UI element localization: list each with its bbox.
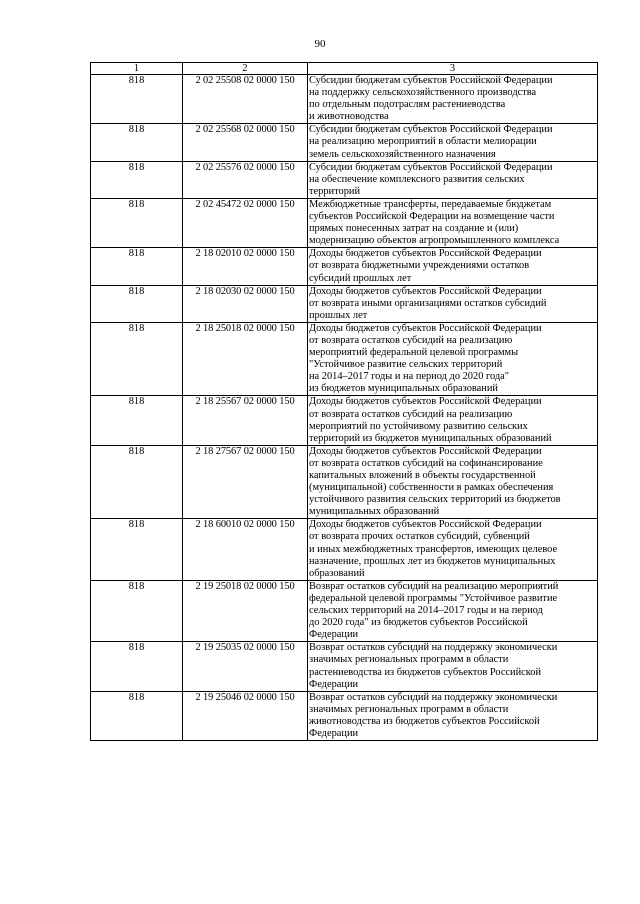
table-row [91, 322, 598, 396]
table-row [91, 691, 598, 740]
income-name-cell: Субсидии бюджетам субъектов Российской Федерации на обеспечение комплексного развития сельских территорий [308, 161, 598, 198]
admin-code-cell: 818 [91, 580, 183, 641]
admin-code-cell: 818 [91, 519, 183, 580]
income-code-cell: 2 18 60010 02 0000 150 [183, 519, 308, 580]
column-header-2: 2 [183, 63, 308, 75]
income-code-cell: 2 18 02010 02 0000 150 [183, 248, 308, 285]
table-row [91, 161, 598, 198]
income-name-cell: Доходы бюджетов субъектов Российской Федерации от возврата иными организациями остатков субсидий прошлых лет [308, 285, 598, 322]
income-name-cell: Субсидии бюджетам субъектов Российской Федерации на поддержку сельскохозяйственного производства по отдельным подотраслям растениеводства и животноводства [308, 75, 598, 124]
income-code-cell: 2 02 25568 02 0000 150 [183, 124, 308, 161]
table-row [91, 124, 598, 161]
income-name-cell: Доходы бюджетов субъектов Российской Федерации от возврата остатков субсидий на софинансирование капитальных вложений в объекты государственной (муниципальной) собственности в рамках обеспечения устойчивого развития сельских территорий из бюджетов муниципальных образований [308, 445, 598, 519]
table-row [91, 642, 598, 691]
income-name-cell: Доходы бюджетов субъектов Российской Федерации от возврата остатков субсидий на реализацию мероприятий федеральной целевой программы "Устойчивое развитие сельских территорий на 2014–2017 годы и на период до 2020 года" из бюджетов муниципальных образований [308, 322, 598, 396]
table-row [91, 285, 598, 322]
table-row [91, 248, 598, 285]
income-name-cell: Доходы бюджетов субъектов Российской Федерации от возврата прочих остатков субсидий, субвенций и иных межбюджетных трансфертов, имеющих целевое назначение, прошлых лет из бюджетов муниципальных образований [308, 519, 598, 580]
income-code-cell: 2 18 25018 02 0000 150 [183, 322, 308, 396]
column-header-3: 3 [308, 63, 598, 75]
income-code-cell: 2 19 25018 02 0000 150 [183, 580, 308, 641]
income-name-cell: Возврат остатков субсидий на поддержку экономически значимых региональных программ в области животноводства из бюджетов субъектов Российской Федерации [308, 691, 598, 740]
admin-code-cell: 818 [91, 691, 183, 740]
column-header-1: 1 [91, 63, 183, 75]
income-name-cell: Субсидии бюджетам субъектов Российской Федерации на реализацию мероприятий в области мелиорации земель сельскохозяйственного назначения [308, 124, 598, 161]
admin-code-cell: 818 [91, 322, 183, 396]
income-name-cell: Доходы бюджетов субъектов Российской Федерации от возврата бюджетными учреждениями остатков субсидий прошлых лет [308, 248, 598, 285]
admin-code-cell: 818 [91, 161, 183, 198]
income-name-cell: Межбюджетные трансферты, передаваемые бюджетам субъектов Российской Федерации на возмещение части прямых понесенных затрат на создание и (или) модернизацию объектов агропромышленного комплекса [308, 198, 598, 247]
budget-classification-table [90, 62, 598, 741]
table-row [91, 445, 598, 519]
income-code-cell: 2 02 25576 02 0000 150 [183, 161, 308, 198]
income-name-cell: Возврат остатков субсидий на реализацию мероприятий федеральной целевой программы "Устойчивое развитие сельских территорий на 2014–2017 годы и на период до 2020 года" из бюджетов субъектов Российской Федерации [308, 580, 598, 641]
income-code-cell: 2 02 25508 02 0000 150 [183, 75, 308, 124]
income-code-cell: 2 18 27567 02 0000 150 [183, 445, 308, 519]
admin-code-cell: 818 [91, 396, 183, 445]
admin-code-cell: 818 [91, 285, 183, 322]
income-name-cell: Возврат остатков субсидий на поддержку экономически значимых региональных программ в области растениеводства из бюджетов субъектов Российской Федерации [308, 642, 598, 691]
table-header-row [91, 63, 598, 75]
income-name-cell: Доходы бюджетов субъектов Российской Федерации от возврата остатков субсидий на реализацию мероприятий по устойчивому развитию сельских территорий из бюджетов муниципальных образований [308, 396, 598, 445]
income-code-cell: 2 18 25567 02 0000 150 [183, 396, 308, 445]
table-row [91, 519, 598, 580]
income-code-cell: 2 19 25046 02 0000 150 [183, 691, 308, 740]
income-code-cell: 2 02 45472 02 0000 150 [183, 198, 308, 247]
admin-code-cell: 818 [91, 124, 183, 161]
table-row [91, 396, 598, 445]
table-row [91, 198, 598, 247]
table-row [91, 75, 598, 124]
page-number: 90 [314, 38, 326, 50]
admin-code-cell: 818 [91, 445, 183, 519]
income-code-cell: 2 19 25035 02 0000 150 [183, 642, 308, 691]
admin-code-cell: 818 [91, 248, 183, 285]
income-code-cell: 2 18 02030 02 0000 150 [183, 285, 308, 322]
admin-code-cell: 818 [91, 642, 183, 691]
table-row [91, 580, 598, 641]
admin-code-cell: 818 [91, 198, 183, 247]
admin-code-cell: 818 [91, 75, 183, 124]
